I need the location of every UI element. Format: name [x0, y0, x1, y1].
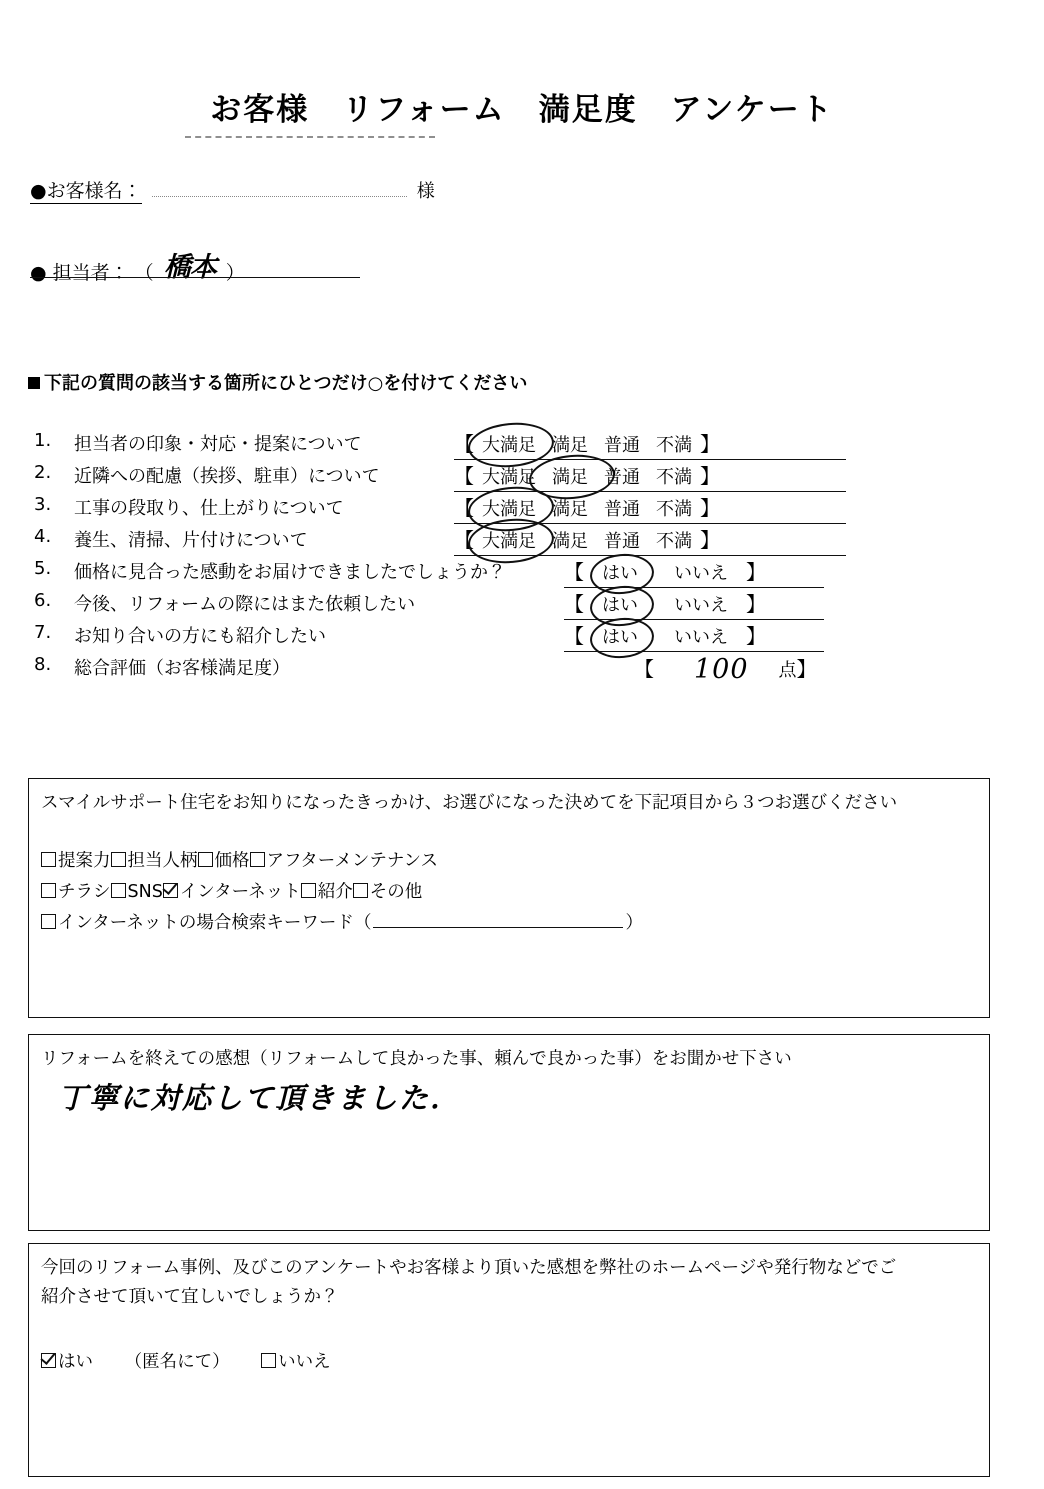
bracket-close: 】 — [700, 464, 720, 488]
question-number: 6. — [34, 590, 52, 611]
question-answer-group — [564, 556, 766, 585]
checkbox-unchecked[interactable] — [111, 852, 126, 867]
checkbox-unchecked[interactable] — [41, 883, 56, 898]
question-number: 5. — [34, 558, 52, 579]
checkbox-label: その他 — [369, 882, 423, 902]
question-row — [34, 492, 1014, 524]
question-answer-group — [564, 620, 766, 649]
question-row — [34, 428, 1014, 460]
bracket-open: 【 — [564, 560, 584, 584]
title-underline-decoration — [185, 136, 435, 138]
option-yesno[interactable]: いいえ — [674, 595, 728, 616]
keyword-label: インターネットの場合検索キーワード — [58, 913, 354, 933]
option-yesno[interactable]: はい — [602, 591, 638, 617]
option-yesno[interactable]: いいえ — [674, 563, 728, 584]
page-title: お客様 リフォーム 満足度 アンケート — [210, 92, 834, 128]
keyword-input[interactable] — [373, 911, 623, 928]
staff-name-label: ● 担当者： — [30, 262, 129, 284]
option-yesno[interactable]: はい — [602, 623, 638, 649]
question-row — [34, 556, 1014, 588]
instruction-text: 下記の質問の該当する箇所にひとつだけ○を付けてください — [44, 373, 528, 394]
question-answer-group — [634, 652, 817, 683]
score-unit-label: 点 — [778, 660, 797, 681]
bracket-open: 【 — [634, 657, 654, 681]
option-scale[interactable]: 大満足 — [482, 527, 536, 553]
question-number: 2. — [34, 462, 52, 483]
question-row — [34, 652, 1014, 684]
checkbox-label: チラシ — [58, 882, 111, 902]
checkbox-permission-yes[interactable] — [41, 1353, 56, 1368]
option-scale[interactable]: 普通 — [604, 435, 640, 456]
question-answer-group — [454, 428, 720, 457]
permission-answer-row — [29, 1312, 989, 1373]
question-answer-group — [454, 460, 720, 489]
sources-section-box — [28, 778, 990, 1018]
square-bullet-icon — [28, 377, 40, 389]
option-scale[interactable]: 大満足 — [482, 495, 536, 521]
question-answer-group — [564, 588, 766, 617]
option-scale[interactable]: 不満 — [656, 531, 692, 552]
instruction-line — [28, 369, 527, 395]
question-text: 今後、リフォームの際にはまた依頼したい — [74, 594, 416, 615]
question-text: お知り合いの方にも紹介したい — [74, 626, 326, 647]
bracket-open: 【 — [564, 592, 584, 616]
question-number: 3. — [34, 494, 52, 515]
customer-honorific-label: 様 — [416, 181, 435, 202]
staff-paren-close: ） — [225, 262, 245, 284]
sources-checkbox-row-2 — [41, 877, 989, 908]
option-scale[interactable]: 普通 — [604, 531, 640, 552]
bracket-close: 】 — [700, 496, 720, 520]
option-scale[interactable]: 満足 — [552, 435, 588, 456]
bracket-open: 【 — [454, 528, 474, 552]
option-scale[interactable]: 不満 — [656, 435, 692, 456]
permission-title-line-2: 紹介させて頂いて宜しいでしょうか？ — [41, 1287, 339, 1307]
question-number: 4. — [34, 526, 52, 547]
question-number: 1. — [34, 430, 52, 451]
question-text: 総合評価（お客様満足度） — [74, 658, 290, 679]
permission-title-line-1: 今回のリフォーム事例、及びこのアンケートやお客様より頂いた感想を弊社のホームページや発行物などでご — [41, 1258, 897, 1278]
permission-anonymous-note: （匿名にて） — [124, 1352, 230, 1372]
staff-row-underline — [30, 277, 360, 278]
checkbox-permission-no[interactable] — [261, 1353, 276, 1368]
permission-section-box — [28, 1243, 990, 1477]
bracket-close: 】 — [700, 528, 720, 552]
bracket-close: 】 — [746, 624, 766, 648]
question-row — [34, 588, 1014, 620]
staff-paren-open: （ — [134, 262, 154, 284]
question-row — [34, 620, 1014, 652]
option-scale[interactable]: 普通 — [604, 499, 640, 520]
comment-section-title: リフォームを終えての感想（リフォームして良かった事、頼んで良かった事）をお聞かせ下さい — [41, 1049, 792, 1069]
sources-section-title: スマイルサポート住宅をお知りになったきっかけ、お選びになった決めてを下記項目から３つお選びください — [41, 793, 898, 813]
option-scale[interactable]: 普通 — [604, 467, 640, 488]
staff-name-handwritten-value[interactable]: 橋本 — [163, 252, 216, 283]
bracket-close: 】 — [700, 432, 720, 456]
checkbox-label: 提案力 — [58, 851, 111, 871]
checkbox-unchecked[interactable] — [301, 883, 316, 898]
checkbox-unchecked[interactable] — [111, 883, 126, 898]
option-scale[interactable]: 不満 — [656, 499, 692, 520]
checkbox-unchecked[interactable] — [41, 852, 56, 867]
checkbox-unchecked[interactable] — [198, 852, 213, 867]
customer-name-label: ●お客様名： — [30, 180, 142, 202]
checkbox-label: 担当人柄 — [127, 851, 198, 871]
bracket-open: 【 — [454, 496, 474, 520]
option-scale[interactable]: 大満足 — [482, 431, 536, 457]
bracket-open: 【 — [454, 432, 474, 456]
question-list — [34, 428, 1014, 684]
question-text: 養生、清掃、片付けについて — [74, 530, 308, 551]
question-row — [34, 460, 1014, 492]
checkbox-internet-keyword[interactable] — [41, 914, 56, 929]
checkbox-unchecked[interactable] — [250, 852, 265, 867]
bracket-close: 】 — [796, 657, 817, 681]
question-number: 7. — [34, 622, 52, 643]
question-number: 8. — [34, 654, 52, 675]
checkbox-unchecked[interactable] — [353, 883, 368, 898]
checkbox-label: SNS — [127, 882, 163, 902]
question-text: 担当者の印象・対応・提案について — [74, 434, 362, 455]
question-text: 近隣への配慮（挨拶、駐車）について — [74, 466, 380, 487]
sources-keyword-row — [41, 908, 989, 939]
question-row — [34, 524, 1014, 556]
staff-name-row — [30, 248, 245, 287]
comment-handwritten-answer[interactable]: 丁寧に対応して頂きました． — [58, 1081, 462, 1115]
customer-name-row — [30, 176, 960, 203]
option-scale[interactable]: 大満足 — [482, 467, 536, 488]
comment-section-box — [28, 1034, 990, 1231]
bracket-open: 【 — [564, 624, 584, 648]
bracket-close: 】 — [746, 592, 766, 616]
question-text: 価格に見合った感動をお届けできましたでしょうか？ — [74, 562, 506, 583]
question-text: 工事の段取り、仕上がりについて — [74, 498, 344, 519]
option-yesno[interactable]: はい — [602, 559, 638, 585]
question-answer-group — [454, 524, 720, 553]
checkbox-label: アフターメンテナンス — [266, 851, 438, 871]
option-scale[interactable]: 不満 — [656, 467, 692, 488]
keyword-paren-open: （ — [353, 913, 372, 933]
customer-name-input[interactable] — [152, 178, 407, 197]
keyword-paren-close: ） — [625, 913, 643, 933]
checkbox-label: 価格 — [214, 851, 250, 871]
sources-checkbox-row-1 — [41, 846, 989, 877]
permission-yes-label: はい — [58, 1352, 93, 1372]
checkbox-label: インターネット — [179, 882, 301, 902]
permission-no-label: いいえ — [278, 1352, 331, 1372]
bracket-close: 】 — [746, 560, 766, 584]
bracket-open: 【 — [454, 464, 474, 488]
option-yesno[interactable]: いいえ — [674, 627, 728, 648]
checkbox-label: 紹介 — [317, 882, 353, 902]
permission-section-title — [29, 1244, 989, 1312]
option-scale[interactable]: 満足 — [552, 499, 588, 520]
option-scale[interactable]: 満足 — [552, 463, 588, 489]
checkbox-checked[interactable] — [163, 883, 178, 898]
option-scale[interactable]: 満足 — [552, 531, 588, 552]
total-score-handwritten-value[interactable]: 100 — [694, 654, 749, 685]
question-answer-group — [454, 492, 720, 521]
